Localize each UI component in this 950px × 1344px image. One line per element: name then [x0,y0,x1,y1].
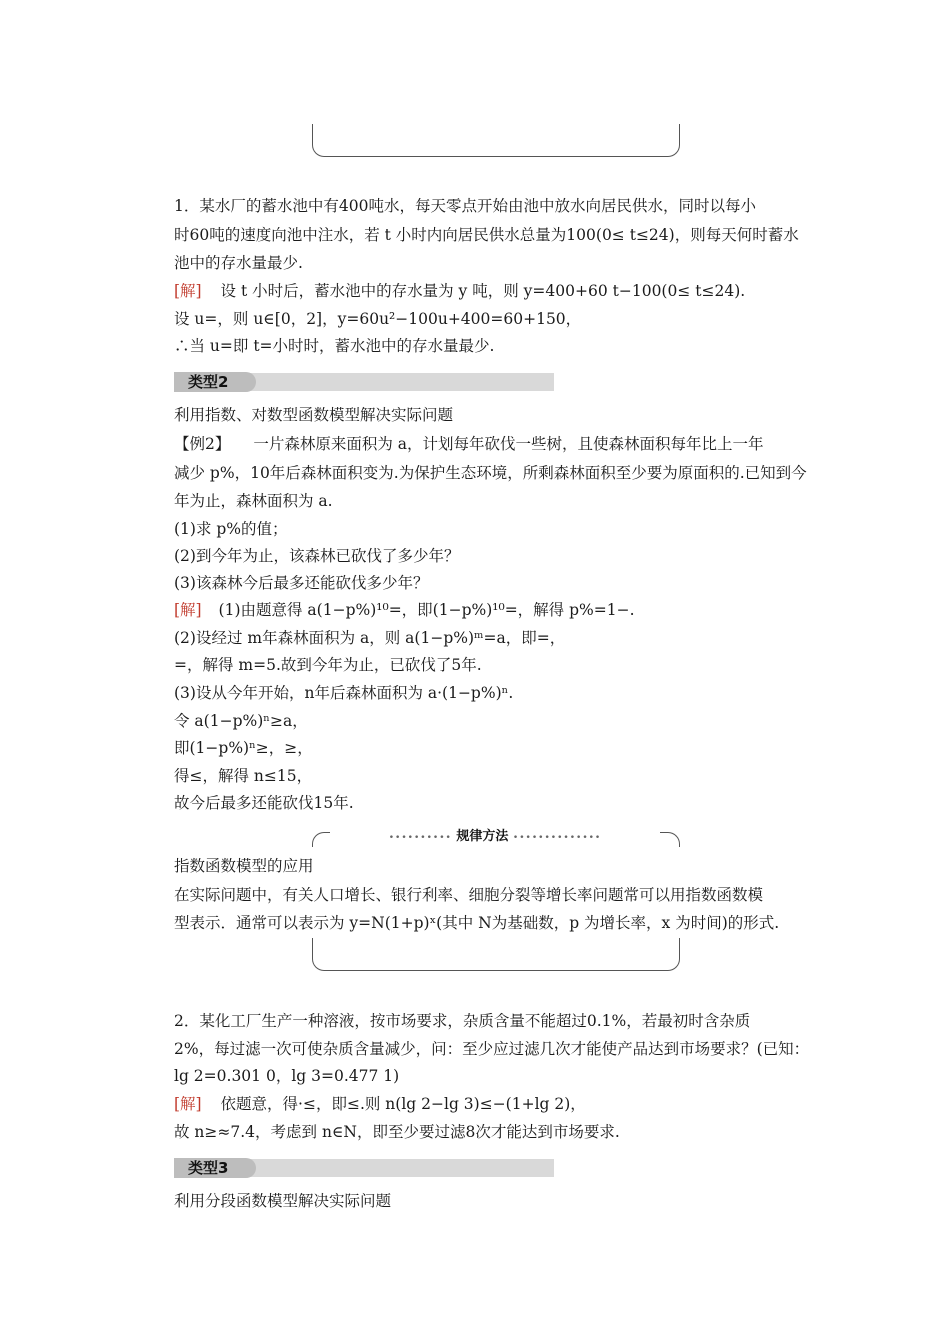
problem1-solution-2: 设 u=，则 u∈[0，2]，y=60u²−100u+400=60+150， [174,310,582,328]
method-bracket-bottom [312,938,680,971]
type3-banner [174,1158,554,1178]
type2-solution-1 [174,600,635,620]
question-2: (2)到今年为止，该森林已砍伐了多少年？ [174,547,460,565]
type3-label: 类型3 [174,1158,256,1178]
question-1: (1)求 p%的值； [174,520,288,538]
problem1-solution-1 [174,281,745,301]
type2-title: 利用指数、对数型函数模型解决实际问题 [174,406,454,424]
solution-tag: [解] [174,1095,202,1113]
bracket-bottom-1 [312,124,680,157]
type2-solution-2: (2)设经过 m年森林面积为 a，则 a(1−p%)ᵐ=a，即=， [174,629,566,647]
type3-title: 利用分段函数模型解决实际问题 [174,1192,392,1210]
problem2-line2: 2%，每过滤一次可使杂质含量减少，问：至少应过滤几次才能使产品达到市场要求？(已知： [174,1040,810,1058]
example2-line2: 减少 p%，10年后森林面积变为.为保护生态环境，所剩森林面积至少要为原面积的.已知到今 [174,464,807,482]
solution-tag: [解] [174,601,202,619]
method-title-text: 规律方法 [456,829,509,844]
problem1-line2: 时60吨的速度向池中注水，若 t 小时内向居民供水总量为100(0≤ t≤24)，则每天何时蓄水 [174,226,799,244]
type2-solution-6: 即(1−p%)ⁿ≥，≥， [174,739,313,757]
dots-left: •••••••••• [388,833,452,843]
problem1-line3: 池中的存水量最少. [174,254,303,272]
problem2-solution-1 [174,1094,586,1114]
example-text: 一片森林原来面积为 a，计划每年砍伐一些树，且使森林面积每年比上一年 [253,435,764,453]
method-body-1: 在实际问题中，有关人口增长、银行利率、细胞分裂等增长率问题常可以用指数函数模 [174,886,764,904]
method-title [330,825,660,844]
question-3: (3)该森林今后最多还能砍伐多少年？ [174,574,429,592]
problem1-solution-3: ∴当 u=即 t=小时时，蓄水池中的存水量最少. [174,337,495,355]
type2-solution-8: 故今后最多还能砍伐15年. [174,794,354,812]
solution-text: 依题意，得·≤，即≤.则 n(lg 2−lg 3)≤−(1+lg 2)， [220,1095,586,1113]
type2-solution-3: =，解得 m=5.故到今年为止，已砍伐了5年. [174,656,482,674]
example-label: 【例2】 [174,435,231,453]
type2-solution-7: 得≤，解得 n≤15， [174,767,313,785]
method-body-2: 型表示．通常可以表示为 y=N(1+p)ˣ(其中 N为基础数，p 为增长率，x 为时间)的形式. [174,914,780,932]
problem1-line1: 1．某水厂的蓄水池中有400吨水，每天零点开始由池中放水向居民供水，同时以每小 [174,197,756,215]
dots-right: •••••••••••••• [512,833,602,843]
problem2-line3: lg 2=0.301 0，lg 3=0.477 1) [174,1067,400,1085]
solution-tag: [解] [174,282,202,300]
type2-solution-5: 令 a(1−p%)ⁿ≥a， [174,712,308,730]
method-heading: 指数函数模型的应用 [174,857,314,875]
problem2-solution-2: 故 n≥≈7.4，考虑到 n∈N，即至少要过滤8次才能达到市场要求. [174,1123,620,1141]
problem2-line1: 2．某化工厂生产一种溶液，按市场要求，杂质含量不能超过0.1%，若最初时含杂质 [174,1012,751,1030]
example2-line1 [174,434,763,454]
solution-text: (1)由题意得 a(1−p%)¹⁰=，即(1−p%)¹⁰=，解得 p%=1−. [218,601,635,619]
type2-solution-4: (3)设从今年开始，n年后森林面积为 a·(1−p%)ⁿ. [174,684,514,702]
type2-banner [174,372,554,392]
example2-line3: 年为止，森林面积为 a. [174,492,333,510]
type2-label: 类型2 [174,372,256,392]
solution-text: 设 t 小时后，蓄水池中的存水量为 y 吨，则 y=400+60 t−100(0≤ t≤24). [220,282,746,300]
